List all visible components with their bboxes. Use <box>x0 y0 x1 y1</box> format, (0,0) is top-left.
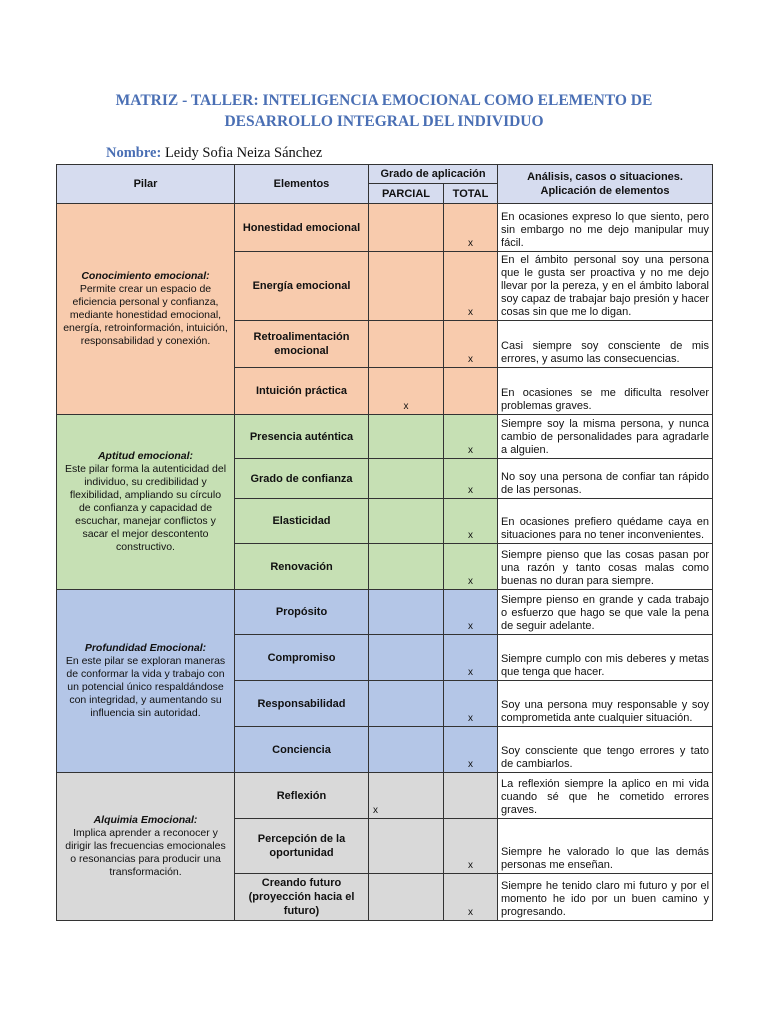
pilar-title: Profundidad Emocional: <box>84 642 207 654</box>
parcial-cell <box>369 204 444 252</box>
element-cell: Conciencia <box>235 727 369 773</box>
parcial-cell <box>369 459 444 499</box>
element-cell: Honestidad emocional <box>235 204 369 252</box>
parcial-cell: x <box>369 368 444 415</box>
analysis-cell: No soy una persona de confiar tan rápido de las personas. <box>498 459 713 499</box>
pilar-text: Implica aprender a reconocer y dirigir las frecuencias emocionales o resonancias para producir una transformación. <box>65 827 226 878</box>
table-row <box>57 590 713 635</box>
analysis-cell: Soy una persona muy responsable y soy comprometida ante cualquier situación. <box>498 681 713 727</box>
header-analisis <box>498 165 713 204</box>
analysis-cell: Siempre pienso que las cosas pasan por una razón y tanto cosas malas como buenas no duran para siempre. <box>498 544 713 590</box>
analysis-cell: En ocasiones expreso lo que siento, pero sin embargo no me dejo manipular muy fácil. <box>498 204 713 252</box>
pilar-cell <box>57 204 235 415</box>
parcial-cell <box>369 681 444 727</box>
total-cell: x <box>444 252 498 321</box>
total-cell <box>444 368 498 415</box>
element-cell: Intuición práctica <box>235 368 369 415</box>
total-cell: x <box>444 681 498 727</box>
total-cell: x <box>444 204 498 252</box>
analysis-cell: Siempre soy la misma persona, y nunca cambio de personalidades para agradarle a alguien. <box>498 415 713 459</box>
parcial-cell <box>369 590 444 635</box>
element-cell: Elasticidad <box>235 499 369 544</box>
element-cell: Percepción de la oportunidad <box>235 819 369 874</box>
header-grado: Grado de aplicación <box>369 165 498 184</box>
nombre-label: Nombre: <box>106 145 162 161</box>
pilar-cell <box>57 415 235 590</box>
total-cell: x <box>444 874 498 921</box>
nombre-line <box>106 145 322 162</box>
total-cell: x <box>444 727 498 773</box>
total-cell <box>444 773 498 819</box>
header-total: TOTAL <box>444 184 498 204</box>
element-cell: Reflexión <box>235 773 369 819</box>
element-cell: Propósito <box>235 590 369 635</box>
analysis-cell: Casi siempre soy consciente de mis errores, y asumo las consecuencias. <box>498 321 713 368</box>
header-analisis-line-1: Análisis, casos o situaciones. <box>527 171 683 183</box>
parcial-cell <box>369 874 444 921</box>
parcial-cell <box>369 499 444 544</box>
analysis-cell: Soy consciente que tengo errores y tato de cambiarlos. <box>498 727 713 773</box>
parcial-cell <box>369 321 444 368</box>
page-title <box>60 90 708 132</box>
table-row <box>57 204 713 252</box>
parcial-cell <box>369 819 444 874</box>
analysis-cell: La reflexión siempre la aplico en mi vida cuando sé que he cometido errores graves. <box>498 773 713 819</box>
total-cell: x <box>444 819 498 874</box>
pilar-title: Aptitud emocional: <box>97 450 194 462</box>
pilar-text: Este pilar forma la autenticidad del individuo, su credibilidad y flexibilidad, ampliando su círculo de confianza y capacidad de escuchar, manejar conflictos y sacar el mejor descontento constructivo. <box>64 463 227 553</box>
total-cell: x <box>444 635 498 681</box>
pilar-title: Conocimiento emocional: <box>81 270 210 282</box>
total-cell: x <box>444 459 498 499</box>
analysis-cell: En el ámbito personal soy una persona que le gusta ser proactiva y no me dejo llevar por la pereza, y en el ámbito laboral soy capaz de trabajar bajo presión y hacer cosas sin que me lo digan. <box>498 252 713 321</box>
header-pilar: Pilar <box>57 165 235 204</box>
pilar-text: Permite crear un espacio de eficiencia personal y confianza, mediante honestidad emocional, energía, retroinformación, intuición, responsabilidad y conexión. <box>63 283 228 347</box>
total-cell: x <box>444 590 498 635</box>
total-cell: x <box>444 415 498 459</box>
element-cell: Energía emocional <box>235 252 369 321</box>
analysis-cell: En ocasiones se me dificulta resolver problemas graves. <box>498 368 713 415</box>
element-cell: Responsabilidad <box>235 681 369 727</box>
header-elementos: Elementos <box>235 165 369 204</box>
total-cell: x <box>444 321 498 368</box>
element-cell: Grado de confianza <box>235 459 369 499</box>
pilar-cell <box>57 773 235 921</box>
analysis-cell: En ocasiones prefiero quédame caya en situaciones para no tener inconvenientes. <box>498 499 713 544</box>
header-parcial: PARCIAL <box>369 184 444 204</box>
total-cell: x <box>444 544 498 590</box>
parcial-cell <box>369 252 444 321</box>
header-analisis-line-2: Aplicación de elementos <box>540 185 670 197</box>
matrix-table <box>56 164 713 921</box>
element-cell: Renovación <box>235 544 369 590</box>
analysis-cell: Siempre he tenido claro mi futuro y por el momento he ido por un buen camino y progresando. <box>498 874 713 921</box>
element-cell: Creando futuro (proyección hacia el futuro) <box>235 874 369 921</box>
pilar-cell <box>57 590 235 773</box>
title-line-2: DESARROLLO INTEGRAL DEL INDIVIDUO <box>224 113 544 130</box>
title-line-1: MATRIZ - TALLER: INTELIGENCIA EMOCIONAL COMO ELEMENTO DE <box>115 92 653 109</box>
pilar-text: En este pilar se exploran maneras de conformar la vida y trabajo con un potencial único respaldándose con integridad, y aumentando su influencia sin autoridad. <box>65 655 226 719</box>
pilar-title: Alquimia Emocional: <box>93 814 198 826</box>
table-row <box>57 415 713 459</box>
nombre-value: Leidy Sofia Neiza Sánchez <box>164 145 323 161</box>
parcial-cell: x <box>369 773 444 819</box>
parcial-cell <box>369 415 444 459</box>
parcial-cell <box>369 635 444 681</box>
parcial-cell <box>369 727 444 773</box>
element-cell: Compromiso <box>235 635 369 681</box>
total-cell: x <box>444 499 498 544</box>
element-cell: Presencia auténtica <box>235 415 369 459</box>
table-row <box>57 773 713 819</box>
analysis-cell: Siempre he valorado lo que las demás personas me enseñan. <box>498 819 713 874</box>
element-cell: Retroalimentación emocional <box>235 321 369 368</box>
analysis-cell: Siempre cumplo con mis deberes y metas que tenga que hacer. <box>498 635 713 681</box>
parcial-cell <box>369 544 444 590</box>
analysis-cell: Siempre pienso en grande y cada trabajo o esfuerzo que hago se que vale la pena de seguir adelante. <box>498 590 713 635</box>
